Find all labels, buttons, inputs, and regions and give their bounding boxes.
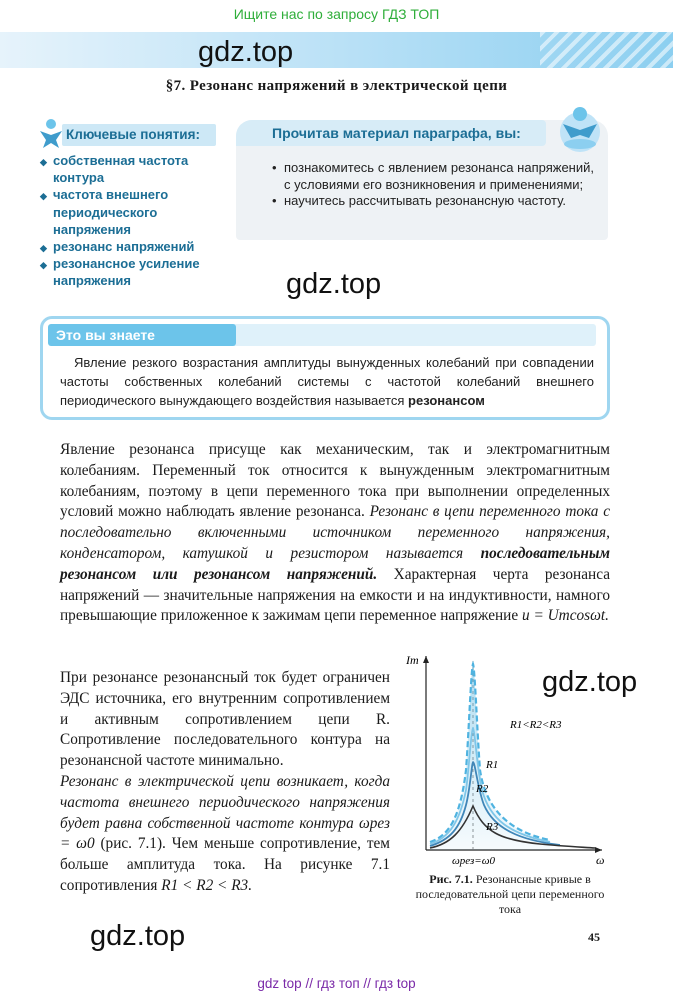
curve-label-r2: R2 — [476, 783, 489, 795]
caption-number: Рис. 7.1. — [429, 872, 473, 886]
key-concept-line: контура — [53, 170, 105, 186]
x-tick-label: ωрез=ω0 — [452, 855, 495, 867]
key-concept-line: напряжения — [53, 221, 131, 237]
you-know-heading: Это вы знаете — [48, 324, 236, 346]
resonance-figure — [400, 650, 610, 870]
resonance-formula: ωрез = ω0 — [60, 814, 390, 853]
definition-text: Резонанс в цепи переменного тока с последовательно включенными источником переменного напряжения, конденсатором, катушкой и резистором называется — [60, 503, 610, 562]
key-concept-line: периодического — [53, 204, 158, 220]
defined-term: последовательным резонансом или резонансом напряжений. — [60, 544, 610, 583]
paragraph-text: Характерная черта резонанса напряжений — значительные напряжения на емкости и на индуктивности, намного превышающие приложенное к зажимам цепи переменное напряжение — [60, 565, 610, 625]
watermark: gdz.top — [542, 666, 638, 698]
x-axis-label: ω — [596, 853, 605, 867]
key-concept-line: напряжения — [53, 273, 131, 289]
definition-text: Резонанс в электрической цепи возникает, когда частота внешнего периодического напряжения будет равна собственной частоте контура — [60, 772, 390, 832]
key-concept-line: резонансное усиление — [53, 256, 200, 272]
key-concept-item — [40, 152, 240, 186]
page-number: 45 — [588, 930, 600, 944]
key-concept-item — [40, 186, 240, 238]
curve-label-r3: R3 — [486, 821, 499, 833]
caption-text: Резонансные кривые в последовательной цепи переменного тока — [415, 872, 605, 916]
you-know-strip — [228, 324, 596, 346]
bullet-diamond-icon: ◆ — [40, 243, 47, 254]
figure-caption — [410, 872, 610, 917]
goal-item: • познакомитесь с явлением резонанса напряжений, с условиями его возникновения и применениями; — [272, 160, 594, 193]
you-know-text — [60, 353, 594, 410]
you-know-definition: Явление резкого возрастания амплитуды вынужденных колебаний при совпадении частоты собственных колебаний системы с частотой колебаний внешнего периодического вынуждающего воздействия называется — [60, 355, 594, 408]
legend-text: R1<R2<R3 — [510, 719, 562, 731]
header-stripe-hatch — [540, 32, 673, 68]
watermark: gdz.top — [198, 36, 294, 68]
paragraph-text: Явление резонанса присуще как механическим, так и электромагнитным колебаниям. Переменный ток относится к вынужденным электромагнитным колебаниям, поэтому в цепи переменного тока при выполнении определенных условий можно наблюдать явление резонанса. — [60, 441, 610, 521]
you-know-term: резонансом — [408, 393, 485, 408]
goals-heading: Прочитав материал параграфа, вы: — [236, 120, 546, 146]
key-concept-item — [40, 255, 240, 289]
watermark: gdz.top — [286, 268, 382, 300]
resistance-inequality: R1 < R2 < R3. — [161, 876, 253, 894]
paragraph-text: (рис. 7.1). Чем меньше сопротивление, тем больше амплитуда тока. На рисунке 7.1 сопротивления — [60, 835, 390, 894]
voltage-formula: u = Umcosωt. — [521, 607, 609, 625]
y-axis-label: Im — [406, 653, 419, 667]
paragraph-text: При резонансе резонансный ток будет ограничен ЭДС источника, его внутренним сопротивлением и активным сопротивлением цепи R. Сопротивление последовательного контура на резонансной частоте минимально. — [60, 669, 390, 770]
goal-item: • научитесь рассчитывать резонансную частоту. — [272, 193, 594, 210]
key-concepts-heading: Ключевые понятия: — [62, 124, 216, 146]
key-concept-line: резонанс напряжений — [53, 239, 195, 255]
key-concept-item — [40, 238, 240, 255]
bullet-diamond-icon: ◆ — [40, 191, 47, 202]
reader-icon — [555, 102, 605, 154]
watermark: gdz.top — [90, 920, 186, 952]
curve-label-r1: R1 — [486, 759, 499, 771]
person-icon — [38, 118, 64, 148]
bullet-diamond-icon: ◆ — [40, 157, 47, 167]
section-title: §7. Резонанс напряжений в электрической цепи — [165, 78, 508, 94]
bullet-diamond-icon: ◆ — [40, 260, 47, 271]
key-concept-line: собственная частота — [53, 153, 189, 168]
top-banner[interactable]: Ищите нас по запросу ГДЗ ТОП — [233, 6, 440, 22]
main-paragraph — [60, 440, 610, 627]
goals-list — [272, 160, 594, 210]
y-axis-arrow-icon — [423, 656, 429, 663]
key-concepts-list — [40, 152, 240, 290]
column-paragraph — [60, 668, 390, 897]
footer-links[interactable]: gdz top // гдз топ // гдз top — [257, 976, 416, 991]
key-concept-line: частота внешнего — [53, 187, 169, 203]
